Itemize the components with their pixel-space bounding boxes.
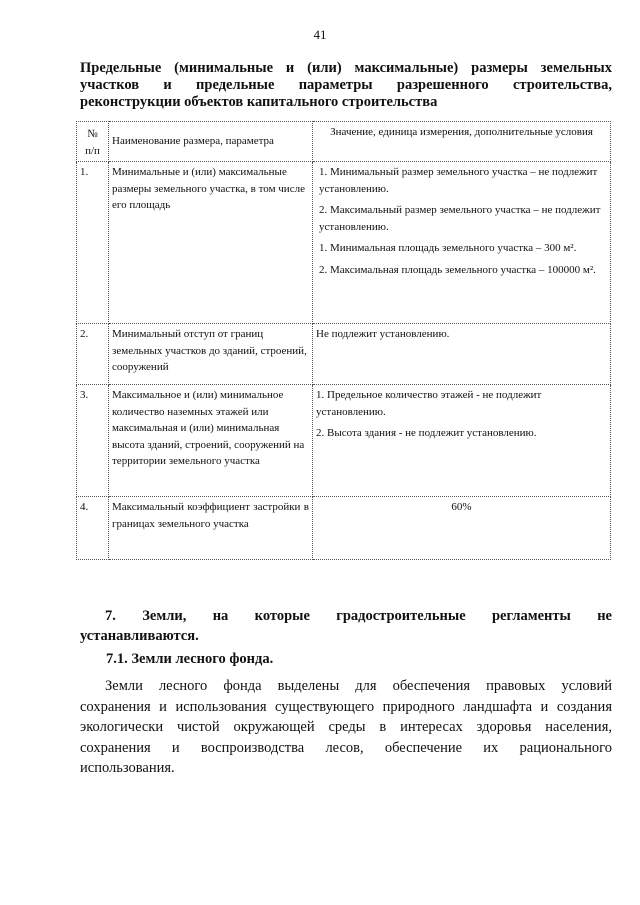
header-number-symbol: № [87,128,98,140]
value-item: 1. Минимальный размер земельного участка – не подлежит установлению. [319,166,598,195]
heading-line: реконструкции объектов капитального строительства [80,94,438,110]
paragraph-line: экологически чистой окружающей среды в интересах здоровья населения, [80,719,612,735]
row-value: 60% [313,497,611,560]
paragraph-line: Земли лесного фонда выделены для обеспечения правовых условий [105,678,612,694]
value-item: 1. Минимальная площадь земельного участка – 300 м². [319,242,577,254]
section-7-line: устанавливаются. [80,628,199,644]
value-item: 2. Высота здания - не подлежит установлению. [316,427,537,439]
paragraph-line: сохранения и использования существующего природного ландшафта и создания [80,698,612,715]
heading-line: Предельные (минимальные и (или) максимальные) размеры земельных [80,60,612,76]
page-number: 41 [313,27,327,42]
header-number [77,122,109,162]
table-row [77,497,611,560]
section-7-line: 7. Земли, на которые градостроительные регламенты не [105,608,612,624]
header-value: Значение, единица измерения, дополнительные условия [313,122,611,162]
row-value [313,385,611,497]
value-item: 2. Максимальная площадь земельного участка – 100000 м². [319,263,596,276]
value-item: 1. Предельное количество этажей - не подлежит установлению. [316,389,542,418]
row-name: Максимальный коэффициент застройки в границах земельного участка [109,497,313,560]
row-number: 1. [77,162,109,324]
value-item: 2. Максимальный размер земельного участка – не подлежит установлению. [319,204,601,233]
section-7-1-heading: 7.1. Земли лесного фонда. [106,651,274,667]
table-row [77,162,611,324]
row-value [313,162,611,324]
section-7-heading [80,606,612,646]
body-paragraph [80,676,612,779]
row-number: 3. [77,385,109,497]
row-name: Минимальные и (или) максимальные размеры земельного участка, в том числе его площадь [109,162,313,324]
table-row [77,324,611,385]
row-value: Не подлежит установлению. [313,324,611,385]
header-name: Наименование размера, параметра [109,122,313,162]
paragraph-line: использования. [80,760,175,776]
parameters-table [76,121,611,560]
row-name: Минимальный отступ от границ земельных участков до зданий, строений, сооружений [109,324,313,385]
table-header-row [77,122,611,162]
section-heading [80,60,612,111]
table-row [77,385,611,497]
row-name: Максимальное и (или) минимальное количество наземных этажей или максимальная и (или) минимальная высота зданий, строений, сооружений на территории земельного участка [109,385,313,497]
row-number: 4. [77,497,109,560]
header-number-label: п/п [85,144,100,157]
heading-line: участков и предельные параметры разрешенного строительства, [80,77,612,93]
row-number: 2. [77,324,109,385]
paragraph-line: сохранения и воспроизводства лесов, обеспечение их рационального [80,739,612,756]
